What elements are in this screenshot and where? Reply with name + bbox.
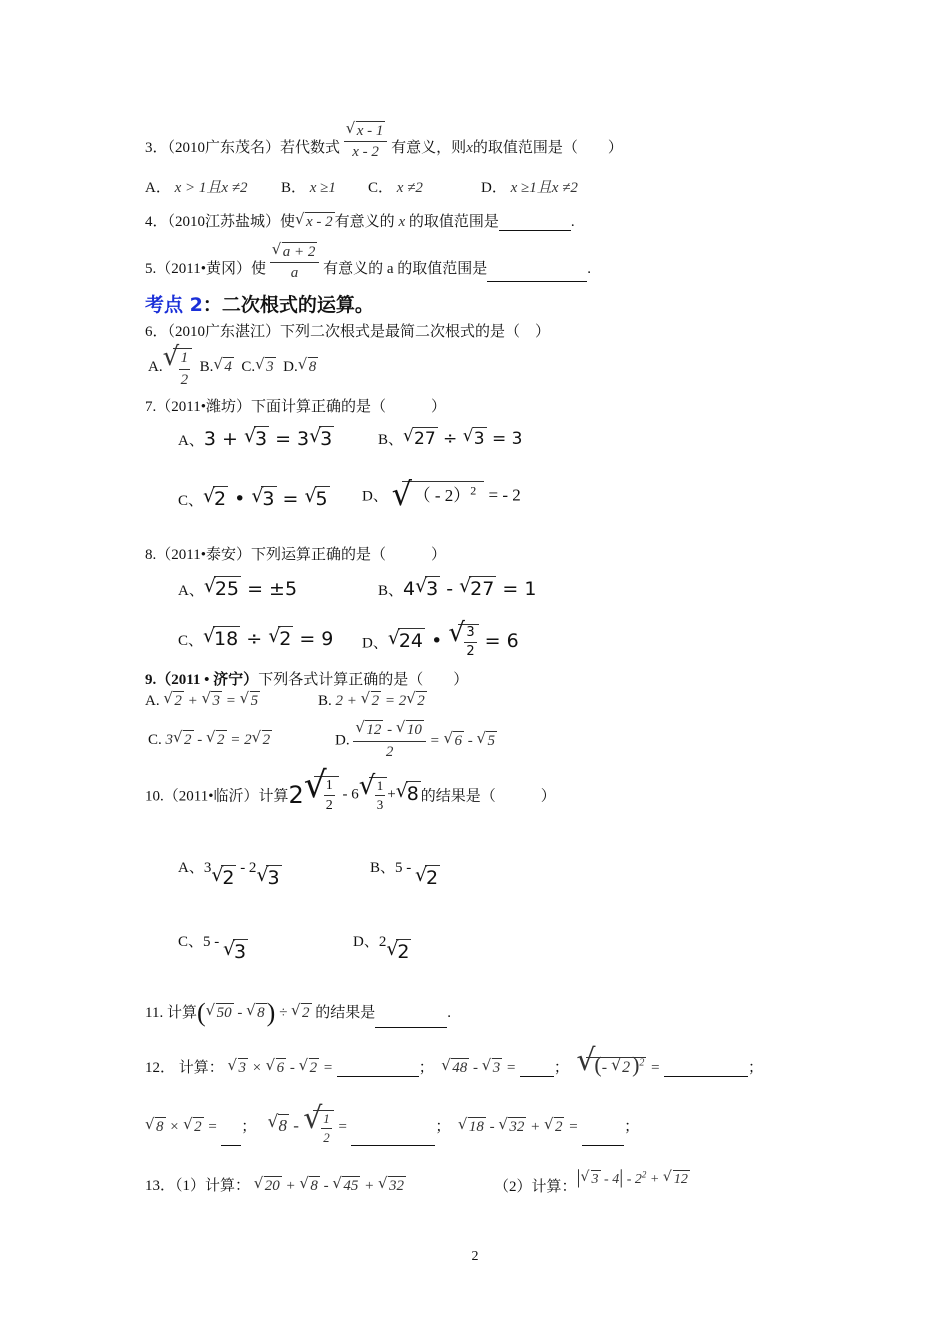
q3-option-d[interactable]: D． x ≥1且x ≠2 bbox=[481, 180, 578, 196]
q8-stem: 8.（2011•泰安）下列运算正确的是（ ） bbox=[145, 547, 446, 563]
q12-blank-5[interactable] bbox=[351, 1128, 435, 1146]
q10-option-c[interactable]: C、5 - √ 3 bbox=[178, 934, 247, 963]
section-heading: 考点 2：二次根式的运算。 bbox=[145, 294, 374, 316]
q4-answer-blank[interactable] bbox=[499, 213, 571, 231]
q3-stem: 3．（2010广东茂名）若代数式 √ x - 1 x - 2 有意义，则x的取值范围是（ ） bbox=[145, 118, 623, 161]
q5-answer-blank[interactable] bbox=[487, 264, 587, 282]
q12-blank-3[interactable] bbox=[664, 1059, 748, 1077]
q9-stem: 9.（2011 • 济宁）下列各式计算正确的是（ ） bbox=[145, 672, 469, 688]
q12-line1: 12． 计算： √ 3 × √ 6 - √ 2 = ； √ 48 - √ 3 = ； √ (- √ 2)$^2$ = ； bbox=[145, 1043, 764, 1078]
q11-answer-blank[interactable] bbox=[375, 1010, 447, 1028]
q6-option-c[interactable]: C. √ 3 bbox=[241, 355, 274, 376]
q10-option-b[interactable]: B、5 - √ 2 bbox=[370, 860, 439, 889]
q9-option-c[interactable]: C. 3 √ 2 - √ 2 = 2 √ 2 bbox=[148, 728, 271, 748]
q6-options bbox=[148, 342, 318, 388]
q7-option-c[interactable]: C、 √ 2 • √ 3 = √ 5 bbox=[178, 485, 328, 510]
page-number: 2 bbox=[471, 1249, 479, 1264]
q8-option-b[interactable]: B、4 √ 3 - √ 27 = 1 bbox=[378, 575, 537, 600]
q6-option-a[interactable]: A. √ $\frac{1}{2}$ bbox=[148, 359, 192, 375]
q8-option-c[interactable]: C、 √ 18 ÷ √ 2 = 9 bbox=[178, 625, 334, 650]
q9-option-b[interactable]: B. 2 + √ 2 = 2 √ 2 bbox=[318, 689, 425, 709]
q6-option-b[interactable]: B. √ 4 bbox=[199, 355, 232, 376]
q7-option-b[interactable]: B、 √ 27 ÷ √ 3 = 3 bbox=[378, 426, 523, 449]
q10-stem: 10.（2011•临沂）计算2 √ $\frac{1}{2}$ - 6 √ $\frac{1}{3}$ + √ 8 的结果是（ ） bbox=[145, 765, 556, 814]
q3-option-b[interactable]: B． x ≥1 bbox=[281, 180, 336, 196]
q6-stem: 6．（2010广东湛江）下列二次根式是最简二次根式的是（ ） bbox=[145, 324, 551, 340]
q3-fraction: √ x - 1 x - 2 bbox=[344, 123, 388, 161]
q4-stem: 4．（2010江苏盐城）使 √ x - 2 有意义的 x 的取值范围是 . bbox=[145, 210, 575, 230]
q10-option-d[interactable]: D、2 √ 2 bbox=[353, 934, 410, 963]
q10-option-a[interactable]: A、3 √ 2 - 2 √ 3 bbox=[178, 860, 280, 889]
q12-line2: √ 8 × √ 2 = ； √ 8 - √ $\frac{1}{2}$ = ； √ 18 - √ 32 + √ 2 = ； bbox=[145, 1101, 640, 1146]
q9-option-a[interactable]: A. √ 2 + √ 3 = √ 5 bbox=[145, 689, 259, 709]
q6-option-d[interactable]: D. √ 8 bbox=[283, 355, 317, 376]
q13-part1: 13．（1）计算： √ 20 + √ 8 - √ 45 + √ 32 bbox=[145, 1174, 405, 1194]
q8-option-a[interactable]: A、 √ 25 = ±5 bbox=[178, 575, 298, 600]
q11-stem: 11. 计算( √ 50 - √ 8) ÷ √ 2 的结果是 . bbox=[145, 998, 452, 1027]
q12-blank-1[interactable] bbox=[337, 1059, 419, 1077]
q3-option-c[interactable]: C． x ≠2 bbox=[368, 180, 423, 196]
q12-blank-6[interactable] bbox=[582, 1128, 624, 1146]
q12-blank-2[interactable] bbox=[520, 1059, 554, 1077]
q5-fraction: √ a + 2 a bbox=[270, 244, 320, 282]
q7-option-a[interactable]: A、3 + √ 3 = 3 √ 3 bbox=[178, 425, 333, 450]
q13-part2: （2）计算：| √ $3 - 4| - 2^2$ + √ 12 bbox=[494, 1166, 688, 1195]
q8-option-d[interactable]: D、 √ 24 • √ $\frac{3}{2}$ = 6 bbox=[362, 618, 519, 660]
q12-blank-4[interactable] bbox=[221, 1128, 241, 1146]
q7-stem: 7.（2011•潍坊）下面计算正确的是（ ） bbox=[145, 399, 446, 415]
q3-option-a[interactable]: A． x > 1且x ≠2 bbox=[145, 180, 248, 196]
q9-option-d[interactable]: D. √ 12 - √ 10 2 = √ 6 - √ 5 bbox=[335, 718, 495, 760]
q5-stem: 5.（2011•黄冈）使 √ a + 2 a 有意义的 a 的取值范围是 . bbox=[145, 239, 591, 282]
q7-option-d[interactable]: D、 √ （ - 2）$^2$ = - 2 bbox=[362, 475, 521, 513]
